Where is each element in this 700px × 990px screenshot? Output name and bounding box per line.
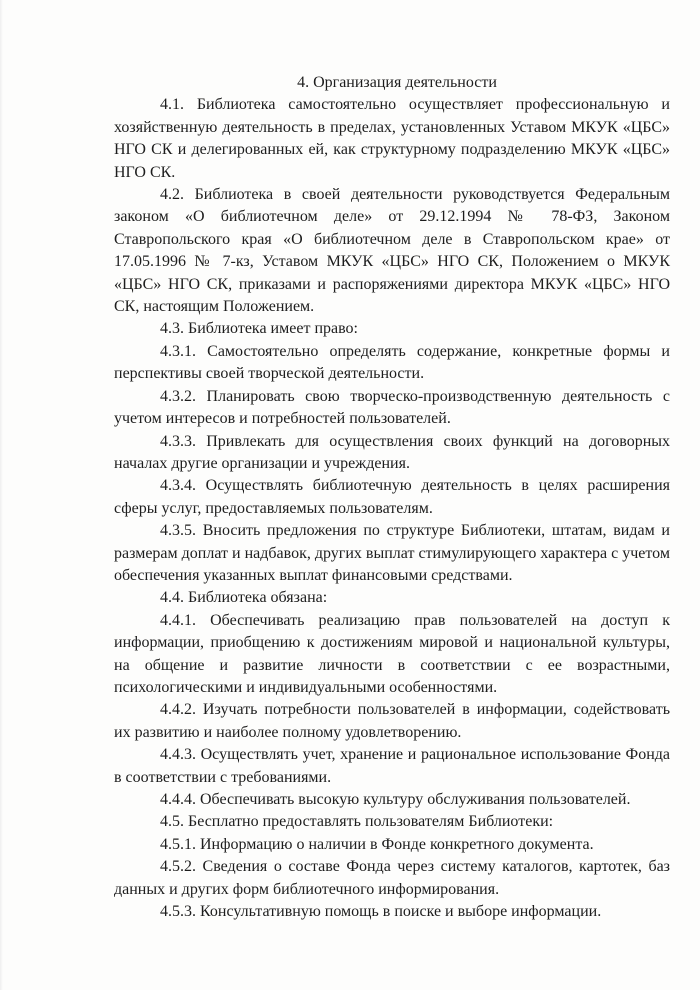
- scan-edge-shadow: [0, 0, 3, 990]
- paragraph-4-3-5: 4.3.5. Вносить предложения по структуре Библиотеки, штатам, видам и размерам доплат и надбавок, других выплат стимулирующего характера с учетом обеспечения указанных выплат финансовыми средствами.: [114, 522, 670, 584]
- paragraph-4-4-2: 4.4.2. Изучать потребности пользователей в информации, содействовать их развитию и наиболее полному удовлетворению.: [114, 701, 670, 741]
- paragraph-4-3-3: 4.3.3. Привлекать для осуществления своих функций на договорных началах другие организации и учреждения.: [114, 432, 670, 472]
- paragraph-4-4-3: 4.4.3. Осуществлять учет, хранение и рациональное использование Фонда в соответствии с требованиями.: [114, 746, 670, 786]
- paragraph-4-5-2: 4.5.2. Сведения о составе Фонда через систему каталогов, картотек, баз данных и других форм библиотечного информирования.: [114, 858, 670, 898]
- paragraph-4-3: 4.3. Библиотека имеет право:: [160, 320, 358, 338]
- paragraph-4-5: 4.5. Бесплатно предоставлять пользователям Библиотеки:: [160, 813, 554, 831]
- paragraph-4-4-1: 4.4.1. Обеспечивать реализацию прав пользователей на доступ к информации, приобщению к достижениям мировой и национальной культуры, на общение и развитие личности в соответствии с ее возрастными, психологическими и индивидуальными особенностями.: [114, 611, 670, 696]
- paragraph-4-3-4: 4.3.4. Осуществлять библиотечную деятельность в целях расширения сферы услуг, предоставляемых пользователям.: [114, 477, 670, 517]
- paragraph-4-4-4: 4.4.4. Обеспечивать высокую культуру обслуживания пользователей.: [160, 791, 631, 808]
- paragraph-4-4: 4.4. Библиотека обязана:: [160, 589, 328, 607]
- paragraph-4-1: 4.1. Библиотека самостоятельно осуществляет профессиональную и хозяйственную деятельность в пределах, установленных Уставом МКУК «ЦБС» НГО СК и делегированных ей, как структурному подразделению МКУК «ЦБС» НГО СК.: [114, 96, 670, 181]
- paragraph-4-3-1: 4.3.1. Самостоятельно определять содержание, конкретные формы и перспективы своей творческой деятельности.: [114, 342, 670, 383]
- paragraph-4-5-1: 4.5.1. Информацию о наличии в Фонде конкретного документа.: [160, 835, 594, 853]
- document-body: [114, 72, 670, 923]
- paragraph-4-2: 4.2. Библиотека в своей деятельности руководствуется Федеральным законом «О библиотечном деле» от 29.12.1994 № 78-ФЗ, Законом Ставропольского края «О библиотечном деле в Ставропольском крае» от 17.05.1996 № 7-кз, Уставом МКУК «ЦБС» НГО СК, Положением о МКУК «ЦБС» НГО СК, приказами и распоряжениями директора МКУК «ЦБС» НГО СК, настоящим Положением.: [114, 186, 670, 316]
- section-title: 4. Организация деятельности: [297, 74, 497, 91]
- paragraph-4-5-3: 4.5.3. Консультативную помощь в поиске и выборе информации.: [160, 903, 602, 921]
- paragraph-4-3-2: 4.3.2. Планировать свою творческо-производственную деятельность с учетом интересов и потребностей пользователей.: [114, 387, 670, 428]
